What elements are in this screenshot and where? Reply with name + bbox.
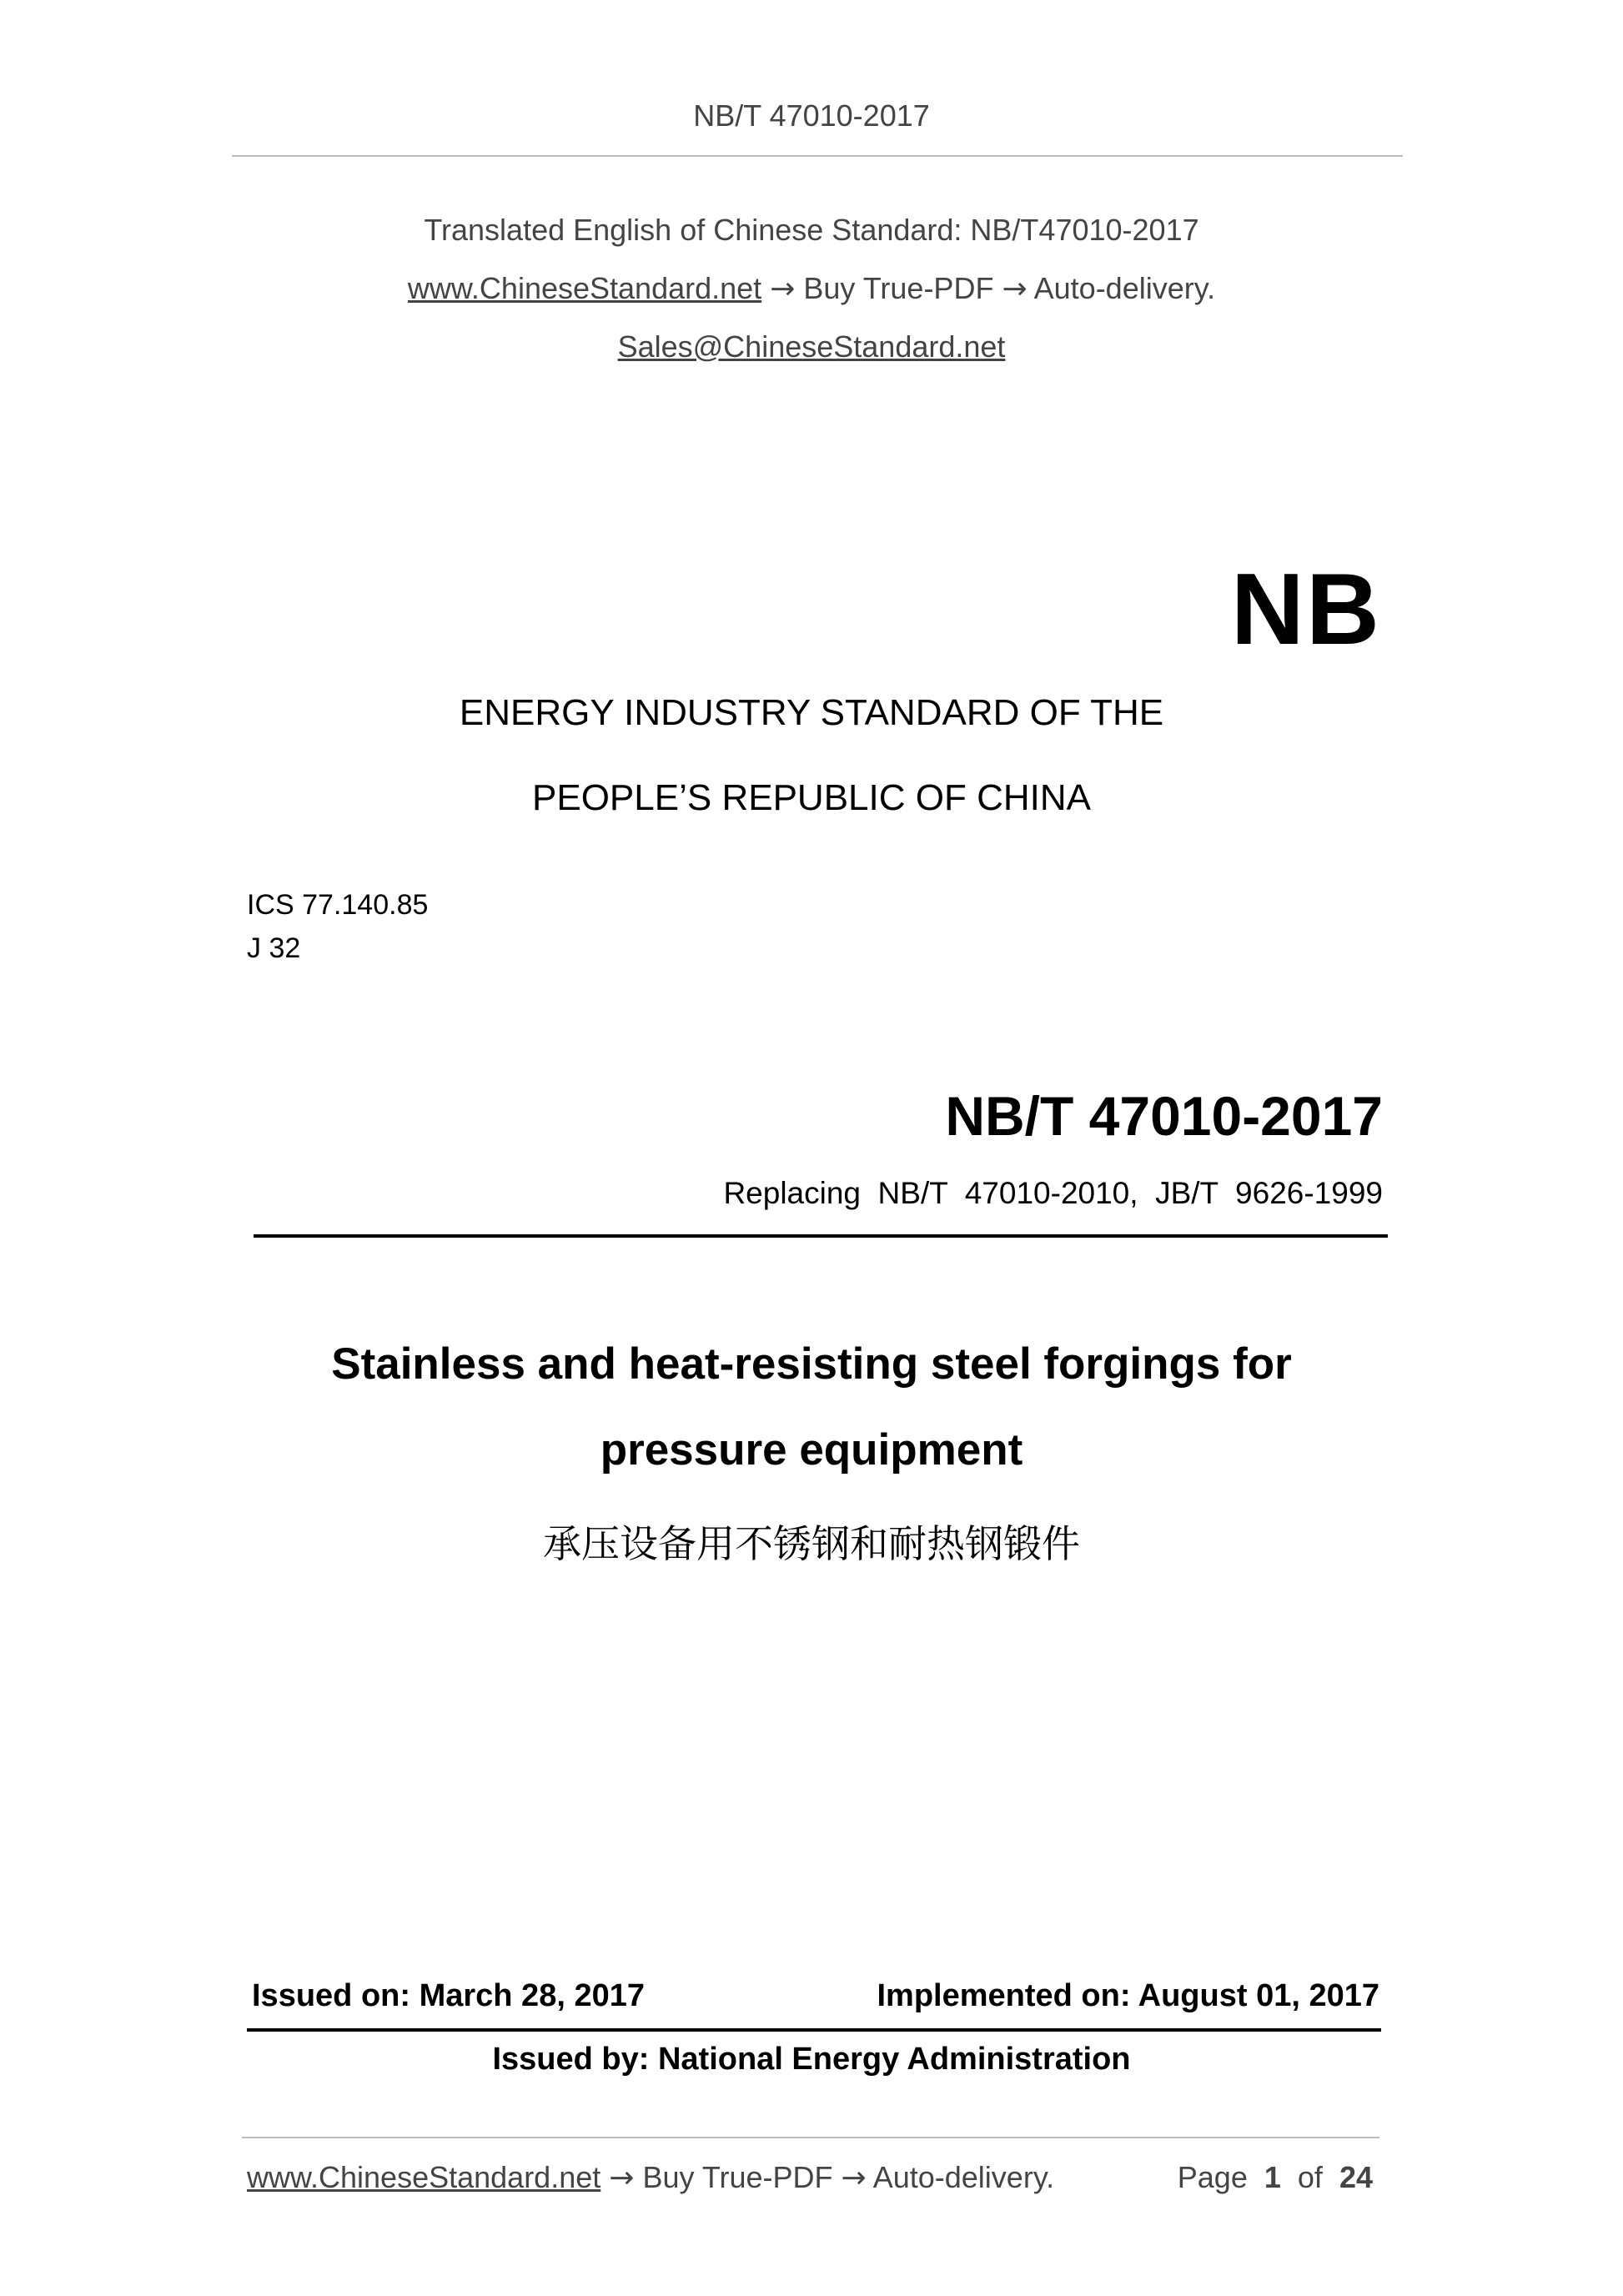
of-label: of: [1297, 2160, 1323, 2194]
page-indicator: [1178, 2160, 1373, 2195]
title-en-line1: Stainless and heat-resisting steel forgings for: [331, 1339, 1292, 1389]
issued-by: Issued by: National Energy Administration: [492, 2042, 1131, 2077]
ics-code: ICS 77.140.85: [247, 889, 429, 921]
replacing-note: Replacing NB/T 47010-2010, JB/T 9626-1999: [723, 1176, 1383, 1210]
buy-true-pdf-text: Buy True-PDF: [803, 271, 994, 305]
footer-auto-delivery-text: Auto-delivery.: [872, 2160, 1055, 2194]
number-divider: [254, 1234, 1388, 1238]
translation-notice-line1: [0, 213, 1623, 248]
page-label: Page: [1177, 2160, 1248, 2194]
title-cn: 承压设备用不锈钢和耐热钢锻件: [543, 1521, 1080, 1566]
translation-notice-line2: [0, 271, 1623, 306]
total-pages: 24: [1339, 2160, 1373, 2194]
translation-notice-text: Translated English of Chinese Standard: NB/T47010-2017: [424, 213, 1199, 247]
running-header-title: NB/T 47010-2017: [693, 98, 930, 133]
implemented-on-date: Implemented on: August 01, 2017: [877, 1978, 1379, 2013]
ccs-code: J 32: [247, 932, 301, 964]
arrow-icon: →: [609, 2161, 635, 2195]
site-link[interactable]: www.ChineseStandard.net: [407, 271, 762, 305]
footer-site-link[interactable]: www.ChineseStandard.net: [247, 2160, 601, 2194]
standard-type-line1: ENERGY INDUSTRY STANDARD OF THE: [459, 692, 1164, 733]
standard-number: NB/T 47010-2017: [945, 1085, 1383, 1147]
header-divider: [232, 155, 1403, 157]
arrow-icon: →: [770, 272, 796, 306]
email-link[interactable]: Sales@ChineseStandard.net: [617, 329, 1006, 364]
translation-notice-line3: [0, 329, 1623, 364]
issued-on-date: Issued on: March 28, 2017: [252, 1978, 645, 2013]
arrow-icon: →: [1002, 272, 1028, 306]
running-header: [0, 98, 1623, 133]
title-en-line2: pressure equipment: [600, 1425, 1023, 1475]
footer-divider: [242, 2137, 1379, 2138]
footer-buy-true-pdf-text: Buy True-PDF: [642, 2160, 833, 2194]
standard-type-line2: PEOPLE’S REPUBLIC OF CHINA: [532, 777, 1091, 818]
page-number: 1: [1264, 2160, 1281, 2194]
arrow-icon: →: [841, 2161, 867, 2195]
dates-divider: [247, 2028, 1381, 2032]
auto-delivery-text: Auto-delivery.: [1033, 271, 1216, 305]
nb-logo: NB: [1230, 552, 1381, 666]
footer-links: [247, 2160, 1054, 2195]
